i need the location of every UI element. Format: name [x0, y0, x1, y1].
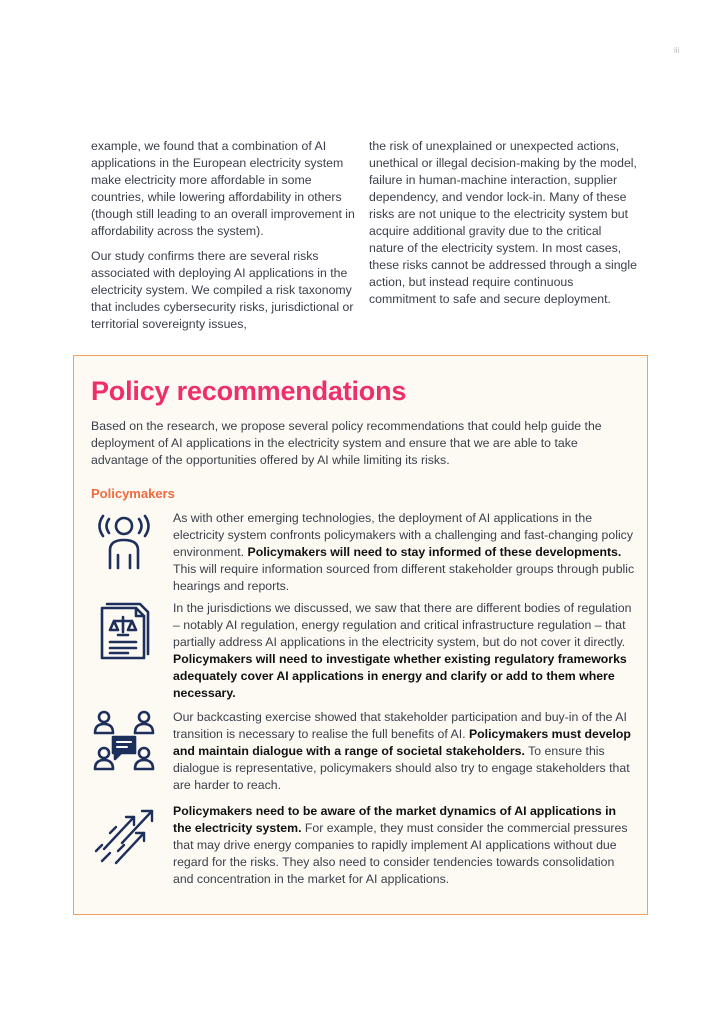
rec-text-post: This will require information sourced from different stakeholder groups through public hearings and reports.	[173, 562, 635, 593]
rec-text-post: To ensure this dialogue is representative, policymakers should also try to engage stakeholders that are harder to reach.	[173, 744, 630, 792]
informed-person-icon	[92, 510, 156, 574]
rec-text-bold: Policymakers will need to stay informed of these developments.	[247, 545, 622, 559]
policy-recommendations-box	[73, 355, 648, 915]
body-paragraph: Our study confirms there are several risks associated with deploying AI applications in the electricity system. We compiled a risk taxonomy that includes cybersecurity risks, jurisdictional or territorial sovereignty issues,	[91, 249, 354, 331]
recommendation-text	[173, 803, 635, 888]
policy-title: Policy recommendations	[91, 376, 407, 406]
rec-text-bold: Policymakers must develop and maintain dialogue with a range of societal stakeholders.	[173, 727, 631, 758]
market-dynamics-arrows-icon	[92, 803, 156, 867]
policymakers-heading: Policymakers	[91, 486, 175, 501]
rec-text-pre: Our backcasting exercise showed that stakeholder participation and buy-in of the AI transition is necessary to realise the full benefits of AI.	[173, 710, 627, 741]
body-paragraph: the risk of unexplained or unexpected actions, unethical or illegal decision-making by the model, failure in human-machine interaction, supplier dependency, and vendor lock-in. Many of these risks are not unique to the electricity system but acquire additional gravity due to the critical nature of the electricity system. In most cases, these risks cannot be addressed through a single action, but instead require continuous commitment to safe and secure deployment.	[369, 139, 637, 306]
rec-text-bold: Policymakers need to be aware of the market dynamics of AI applications in the electricity system.	[173, 804, 617, 835]
recommendation-text	[173, 709, 635, 794]
recommendation-text	[173, 600, 635, 702]
body-column-left	[91, 138, 359, 341]
body-column-right	[369, 138, 637, 316]
rec-text-pre: In the jurisdictions we discussed, we saw that there are different bodies of regulation – notably AI regulation, energy regulation and critical infrastructure regulation – that partially address AI applications in the electricity system, but do not cover it directly.	[173, 601, 632, 649]
rec-text-post: For example, they must consider the commercial pressures that may drive energy companies to rapidly implement AI applications without due regard for the risks. They also need to consider tendencies towards consolidation and concentration in the market for AI applications.	[173, 821, 628, 886]
rec-text-pre: As with other emerging technologies, the deployment of AI applications in the electricity system confronts policymakers with a challenging and fast-changing policy environment.	[173, 511, 633, 559]
recommendation-text	[173, 510, 635, 595]
body-paragraph: example, we found that a combination of AI applications in the European electricity system make electricity more affordable in some countries, while lowering affordability in others (though still leading to an overall improvement in affordability across the system).	[91, 139, 355, 238]
policy-intro: Based on the research, we propose several policy recommendations that could help guide the deployment of AI applications in the electricity system and ensure that we are able to take advantage of the opportunities offered by AI while limiting its risks.	[91, 419, 602, 467]
page-number: iii	[674, 46, 680, 55]
stakeholder-dialogue-icon	[92, 709, 156, 773]
rec-text-bold: Policymakers will need to investigate whether existing regulatory frameworks adequately cover AI applications in energy and clarify or add to them where necessary.	[173, 652, 627, 700]
regulation-document-icon	[92, 600, 156, 664]
